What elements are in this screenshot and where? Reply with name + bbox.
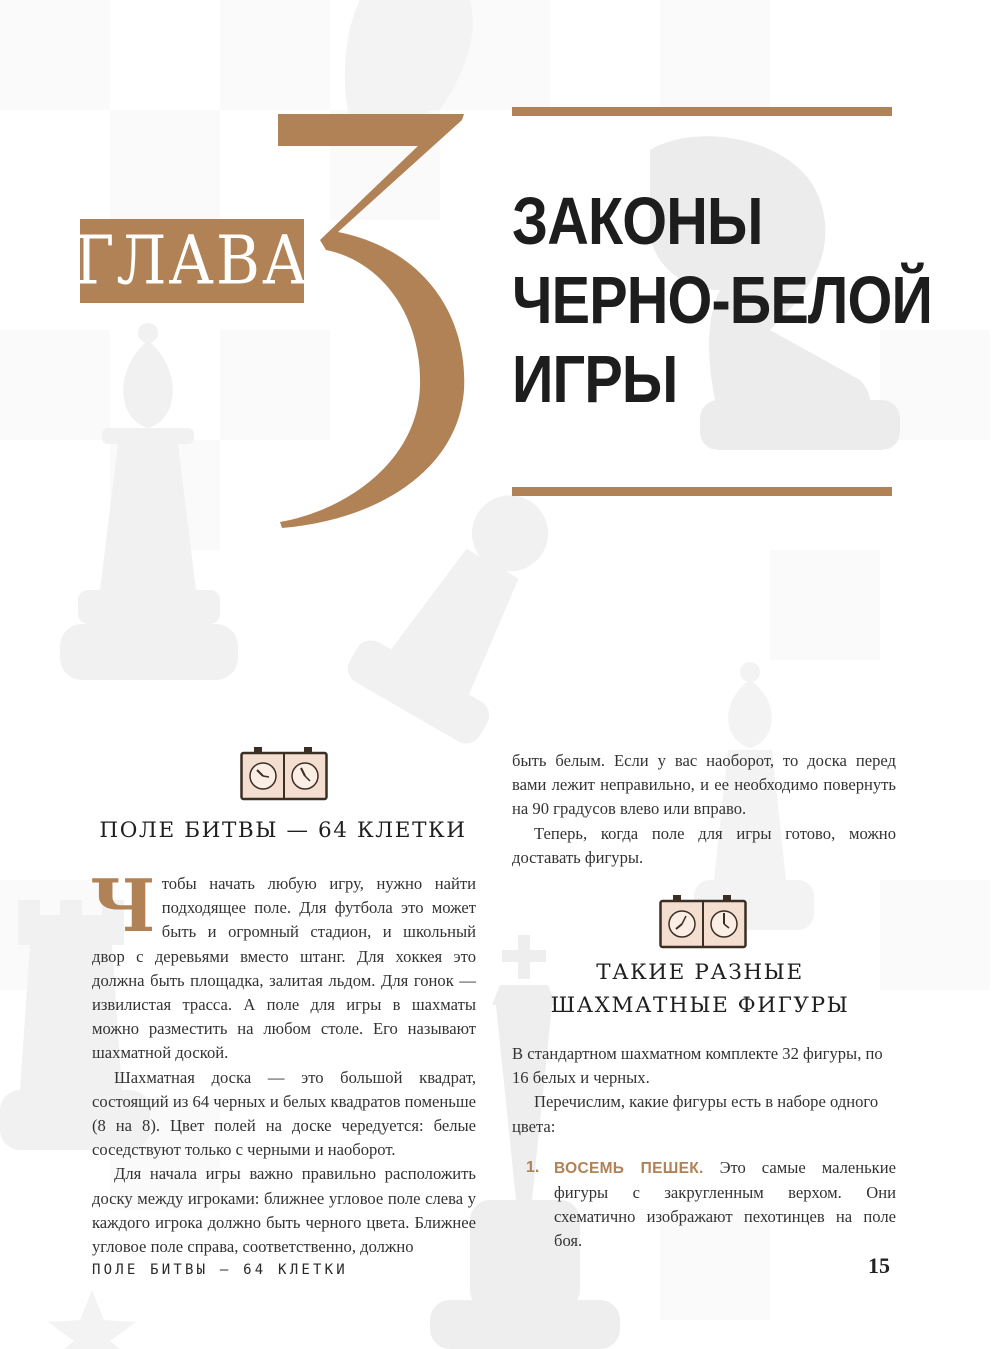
running-head: ПОЛЕ БИТВЫ — 64 КЛЕТКИ (92, 1262, 348, 1278)
title-rule-bottom (512, 487, 892, 496)
list-lead: ВОСЕМЬ ПЕШЕК. (554, 1159, 704, 1177)
section-heading: ПОЛЕ БИТВЫ — 64 КЛЕТКИ (99, 818, 467, 843)
page-number: 15 (868, 1253, 890, 1278)
right-column-text (512, 1042, 896, 1254)
chapter-number-three (268, 100, 488, 540)
paragraph: быть белым. Если у вас наоборот, то доска перед вами лежит неправильно, и ее необходимо повернуть на 90 градусов влево или вправо. (512, 751, 896, 819)
chess-clock-icon (659, 895, 747, 949)
paragraph: Шахматная доска — это большой квадрат, состоящий из 64 черных и белых квадратов поменьше (8 на 8). Цвет полей на доске чередуется: белые соседствуют только с черными и наоборот. (92, 1067, 476, 1160)
paragraph: Теперь, когда поле для игры готово, можно доставать фигуры. (512, 823, 896, 867)
chapter-title-line: ИГРЫ (512, 342, 678, 417)
title-rule-top (512, 107, 892, 116)
right-column-text (512, 749, 896, 870)
chapter-label: ГЛАВА (74, 221, 310, 301)
paragraph-text: тобы начать любую игру, нужно найти подходящее поле. Для футбола это может быть и огромный стадион, и школьный двор с деревьями вместо штанг. Для хоккея это должна быть площадка, залитая льдом. Для гонок — извилистая трасса. А поле для игры в шахматы можно разместить на любом столе. Его называют шахматной доской. (92, 874, 476, 1063)
list-item (512, 1156, 896, 1254)
left-column-text (90, 863, 476, 1259)
paragraph: Перечислим, какие фигуры есть в наборе одного цвета: (512, 1092, 879, 1136)
chapter-title (512, 182, 952, 419)
list-text: Это самые маленькие фигуры с закругленным верхом. Они схематично изображают пехотинцев на поле боя. (554, 1157, 896, 1251)
chapter-title-line: ЗАКОНЫ (512, 184, 763, 259)
list-number: 1. (526, 1158, 540, 1176)
list-item-text-wrap (554, 1156, 896, 1254)
chapter-title-line: ЧЕРНО-БЕЛОЙ (512, 263, 933, 338)
section-heading-line: ШАХМАТНЫЕ ФИГУРЫ (550, 993, 850, 1018)
paragraph: В стандартном шахматном комплекте 32 фигуры, по 16 белых и черных. (512, 1044, 883, 1088)
section-heading (512, 956, 888, 1022)
paragraph: Для начала игры важно правильно расположить доску между игроками: ближнее угловое поле слева у каждого игрока должно быть черного цвета. Ближнее угловое поле справа, соответственно, должно (92, 1164, 476, 1257)
section-heading-line: ТАКИЕ РАЗНЫЕ (596, 960, 804, 985)
drop-cap: Ч (90, 863, 156, 948)
chess-clock-icon (240, 747, 328, 801)
